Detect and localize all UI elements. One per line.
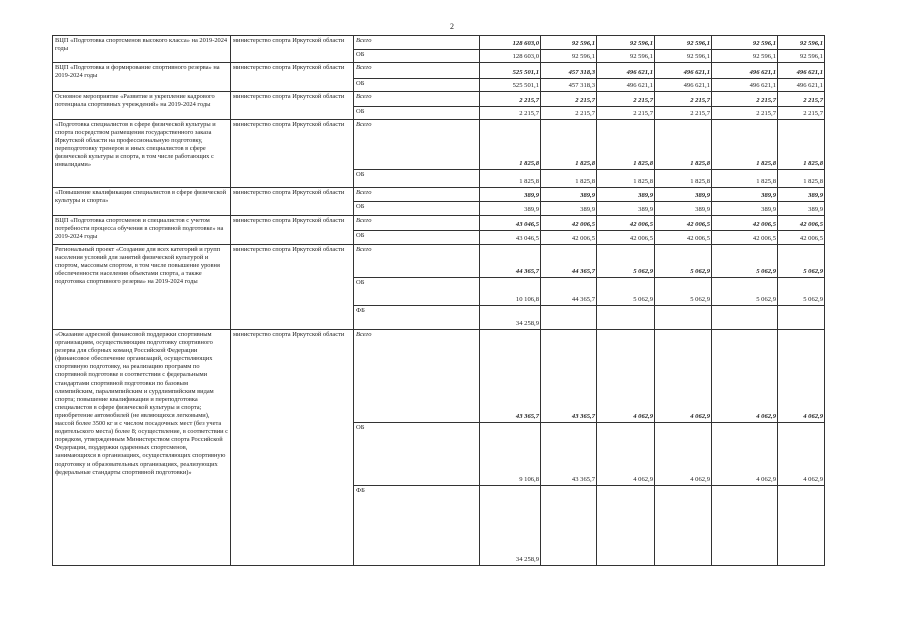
amount-cell: 5 062,9 [712,278,778,306]
amount-cell: 389,9 [541,202,597,216]
funding-source-label: ОБ [354,79,480,92]
activity-name: «Оказание адресной финансовой поддержки спортивным организациям, осуществляющим подготовку спортивного резерва для сборных команд Российской Федерации (финансовое обеспечение организаций, осуществляющих спортивную подготовку, на реализацию программ по спортивной подготовке в соответствии с федеральными стандартами спортивной подготовки по базовым олимпийским, паралимпийским и сурдлимпийским видам спорта; повышение квалификации и переподготовка специалистов в сфере физической культуры и спорта; приобретение автомобилей (не являющихся легковыми), массой более 3500 кг и с числом посадочных мест (без учета водительского места) более 8; осуществление, в соответствии с порядком, утвержденным Министерством спорта Российской Федерации, поддержки одаренных спортсменов, занимающихся в организациях, осуществляющих спортивную подготовку и образовательных организациях, реализующих федеральные стандарты спортивной подготовки)» [53,330,231,566]
amount-cell: 42 006,5 [541,216,597,231]
activity-name: ВЦП «Подготовка спортсменов и специалистов с учетом потребности процесса обучения в спортивной подготовке» на 2019-2024 годы [53,216,231,245]
table-row [53,216,825,231]
amount-cell: 389,9 [655,202,712,216]
amount-cell: 1 825,8 [712,170,778,188]
amount-cell: 4 062,9 [712,423,778,486]
amount-cell: 496 621,1 [712,63,778,79]
amount-cell: 42 006,5 [597,231,655,245]
amount-cell: 92 596,1 [712,50,778,63]
amount-cell: 389,9 [712,202,778,216]
amount-cell: 43 046,5 [480,231,541,245]
amount-cell: 389,9 [597,202,655,216]
amount-cell [541,306,597,330]
amount-cell [597,486,655,566]
activity-name: «Подготовка специалистов в сфере физической культуры и спорта посредством размещения государственного заказа Иркутской области на профессиональную подготовку, переподготовку тренеров и иных специалистов в сфере физической культуры и спорта, в том числе работающих с инвалидами» [53,120,231,188]
amount-cell: 4 062,9 [655,330,712,423]
funding-source-label: Всего [354,36,480,50]
funding-source-label: Всего [354,216,480,231]
amount-cell: 2 215,7 [712,107,778,120]
amount-cell: 42 006,5 [712,231,778,245]
amount-cell: 496 621,1 [597,63,655,79]
amount-cell: 9 106,8 [480,423,541,486]
table-row [53,188,825,202]
amount-cell: 4 062,9 [655,423,712,486]
amount-cell [712,306,778,330]
amount-cell: 4 062,9 [778,423,825,486]
amount-cell: 389,9 [655,188,712,202]
amount-cell: 5 062,9 [597,278,655,306]
amount-cell: 1 825,8 [541,170,597,188]
responsible-org: министерство спорта Иркутской области [231,216,354,245]
responsible-org: министерство спорта Иркутской области [231,188,354,216]
amount-cell: 5 062,9 [655,245,712,278]
amount-cell: 496 621,1 [712,79,778,92]
responsible-org: министерство спорта Иркутской области [231,245,354,330]
amount-cell: 92 596,1 [655,36,712,50]
table-row [53,63,825,79]
amount-cell: 1 825,8 [597,170,655,188]
funding-source-label: ФБ [354,486,480,566]
amount-cell: 389,9 [778,188,825,202]
table-row [53,245,825,278]
amount-cell [541,486,597,566]
table-row [53,120,825,170]
amount-cell: 42 006,5 [778,231,825,245]
amount-cell: 389,9 [480,188,541,202]
amount-cell: 496 621,1 [778,79,825,92]
amount-cell: 92 596,1 [541,50,597,63]
amount-cell: 525 501,1 [480,79,541,92]
amount-cell: 42 006,5 [655,216,712,231]
responsible-org: министерство спорта Иркутской области [231,36,354,63]
funding-source-label: ФБ [354,306,480,330]
amount-cell: 92 596,1 [712,36,778,50]
table-row [53,330,825,423]
amount-cell: 1 825,8 [480,170,541,188]
page-number: 2 [450,22,454,31]
funding-source-label: ОБ [354,202,480,216]
amount-cell: 43 365,7 [541,330,597,423]
amount-cell: 389,9 [778,202,825,216]
funding-source-label: Всего [354,63,480,79]
amount-cell: 92 596,1 [778,36,825,50]
amount-cell: 42 006,5 [778,216,825,231]
amount-cell: 42 006,5 [712,216,778,231]
responsible-org: министерство спорта Иркутской области [231,63,354,92]
funding-source-label: ОБ [354,107,480,120]
amount-cell: 1 825,8 [480,120,541,170]
amount-cell: 43 365,7 [480,330,541,423]
amount-cell: 2 215,7 [541,107,597,120]
amount-cell: 5 062,9 [597,245,655,278]
amount-cell [597,306,655,330]
amount-cell: 2 215,7 [778,107,825,120]
amount-cell: 4 062,9 [778,330,825,423]
amount-cell: 34 258,9 [480,306,541,330]
amount-cell: 5 062,9 [778,278,825,306]
funding-source-label: Всего [354,120,480,170]
amount-cell [778,306,825,330]
activity-name: Региональный проект «Создание для всех категорий и групп населения условий для занятий физической культурой и спортом, массовым спортом, в том числе повышение уровня обеспеченности населения объектами спорта, а также подготовка спортивного резерва» на 2019-2024 годы [53,245,231,330]
funding-source-label: Всего [354,188,480,202]
funding-source-label: ОБ [354,231,480,245]
amount-cell: 92 596,1 [597,50,655,63]
amount-cell: 42 006,5 [541,231,597,245]
amount-cell: 389,9 [480,202,541,216]
amount-cell: 44 365,7 [541,278,597,306]
amount-cell: 1 825,8 [712,120,778,170]
amount-cell: 128 603,0 [480,36,541,50]
amount-cell: 496 621,1 [778,63,825,79]
amount-cell [655,306,712,330]
funding-source-label: Всего [354,92,480,107]
amount-cell: 5 062,9 [655,278,712,306]
amount-cell: 34 258,9 [480,486,541,566]
amount-cell: 92 596,1 [597,36,655,50]
activity-name: ВЦП «Подготовка спортсменов высокого класса» на 2019-2024 годы [53,36,231,63]
amount-cell: 389,9 [597,188,655,202]
funding-source-label: Всего [354,330,480,423]
amount-cell: 389,9 [541,188,597,202]
amount-cell: 496 621,1 [597,79,655,92]
table-row [53,92,825,107]
amount-cell: 43 365,7 [541,423,597,486]
amount-cell: 2 215,7 [541,92,597,107]
amount-cell: 92 596,1 [778,50,825,63]
amount-cell: 1 825,8 [597,120,655,170]
amount-cell: 1 825,8 [778,120,825,170]
amount-cell: 44 365,7 [480,245,541,278]
amount-cell [655,486,712,566]
amount-cell [712,486,778,566]
funding-source-label: ОБ [354,423,480,486]
amount-cell: 2 215,7 [597,92,655,107]
activity-name: «Повышение квалификации специалистов в сфере физической культуры и спорта» [53,188,231,216]
amount-cell: 2 215,7 [480,92,541,107]
amount-cell: 128 603,0 [480,50,541,63]
amount-cell: 2 215,7 [655,107,712,120]
funding-source-label: ОБ [354,278,480,306]
amount-cell: 42 006,5 [597,216,655,231]
amount-cell: 457 318,3 [541,63,597,79]
amount-cell: 496 621,1 [655,63,712,79]
responsible-org: министерство спорта Иркутской области [231,330,354,566]
amount-cell: 1 825,8 [778,170,825,188]
amount-cell: 4 062,9 [597,330,655,423]
amount-cell: 92 596,1 [655,50,712,63]
funding-source-label: ОБ [354,50,480,63]
amount-cell: 44 365,7 [541,245,597,278]
funding-source-label: Всего [354,245,480,278]
amount-cell: 457 318,3 [541,79,597,92]
amount-cell: 2 215,7 [597,107,655,120]
amount-cell: 92 596,1 [541,36,597,50]
amount-cell: 5 062,9 [712,245,778,278]
amount-cell: 2 215,7 [778,92,825,107]
table-row [53,36,825,50]
budget-table [52,35,825,566]
amount-cell: 2 215,7 [480,107,541,120]
amount-cell: 525 501,1 [480,63,541,79]
funding-source-label: ОБ [354,170,480,188]
amount-cell: 42 006,5 [655,231,712,245]
amount-cell: 43 046,5 [480,216,541,231]
amount-cell [778,486,825,566]
amount-cell: 2 215,7 [712,92,778,107]
amount-cell: 496 621,1 [655,79,712,92]
amount-cell: 1 825,8 [541,120,597,170]
amount-cell: 5 062,9 [778,245,825,278]
responsible-org: министерство спорта Иркутской области [231,120,354,188]
amount-cell: 1 825,8 [655,170,712,188]
amount-cell: 2 215,7 [655,92,712,107]
amount-cell: 4 062,9 [597,423,655,486]
amount-cell: 10 106,8 [480,278,541,306]
activity-name: Основное мероприятие «Развитие и укрепление кадрового потенциала спортивных учреждений» на 2019-2024 годы [53,92,231,120]
activity-name: ВЦП «Подготовка и формирование спортивного резерва» на 2019-2024 годы [53,63,231,92]
amount-cell: 4 062,9 [712,330,778,423]
amount-cell: 1 825,8 [655,120,712,170]
amount-cell: 389,9 [712,188,778,202]
responsible-org: министерство спорта Иркутской области [231,92,354,120]
